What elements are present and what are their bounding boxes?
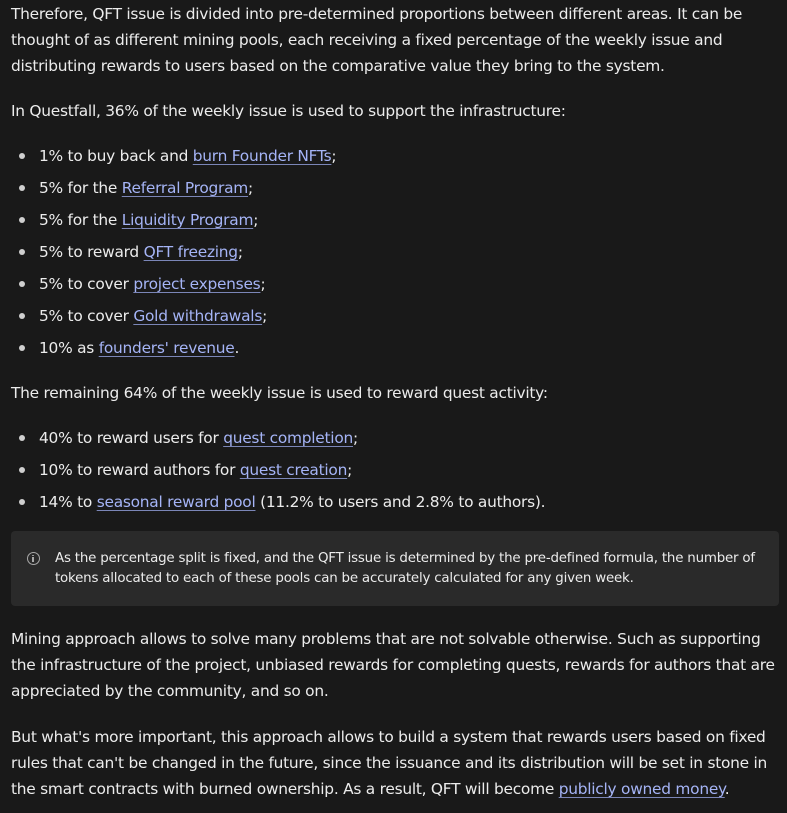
bullet-icon: [19, 345, 25, 351]
list-item-suffix: ;: [248, 179, 253, 197]
list-item: [11, 303, 779, 335]
list-item-suffix: ;: [262, 307, 268, 325]
link-founders-revenue[interactable]: founders' revenue: [98, 339, 235, 357]
list-item-text: 10% as: [39, 339, 99, 357]
bullet-icon: [19, 217, 25, 223]
bullet-icon: [19, 499, 25, 505]
list-item-text: 5% to reward: [39, 243, 144, 261]
list-item-suffix: ;: [237, 243, 243, 261]
list-item-text: 5% to cover: [39, 275, 134, 293]
bullet-icon: [19, 153, 25, 159]
list-item: [11, 207, 779, 239]
info-callout: [11, 531, 779, 606]
list-item-text: 5% for the: [39, 211, 122, 229]
list-item: [11, 175, 779, 207]
bullet-icon: [19, 435, 25, 441]
link-publicly-owned-money[interactable]: publicly owned money: [558, 780, 725, 798]
conclusion-text: But what's more important, this approach allows to build a system that rewards users based on fixed rules that can't be changed in the future, since the issuance and its distribution will be set in stone in the smart contracts with burned ownership. As a result, QFT will become: [11, 728, 768, 798]
infrastructure-list: [11, 143, 779, 367]
list-item: [11, 143, 779, 175]
link-referral-program[interactable]: Referral Program: [121, 179, 249, 197]
bullet-icon: [19, 249, 25, 255]
list-item-suffix: ;: [253, 211, 259, 229]
list-item: [11, 457, 779, 489]
bullet-icon: [19, 185, 25, 191]
list-item-text: 1% to buy back and: [39, 147, 193, 165]
link-burn-founder-nfts[interactable]: burn Founder NFTs: [192, 147, 332, 165]
link-gold-withdrawals[interactable]: Gold withdrawals: [133, 307, 263, 325]
callout-text: As the percentage split is fixed, and the QFT issue is determined by the pre-defined formula, the number of tokens allocated to each of these pools can be accurately calculated for any given week.: [55, 551, 755, 586]
list-item-suffix: ;: [331, 147, 337, 165]
link-seasonal-reward-pool[interactable]: seasonal reward pool: [96, 493, 256, 511]
list-item: [11, 489, 779, 521]
list-item-suffix: ;: [347, 461, 353, 479]
list-item-suffix: ;: [353, 429, 358, 447]
paragraph-conclusion: [11, 724, 779, 802]
list-item-suffix: .: [234, 339, 240, 357]
list-item-text: 5% for the: [39, 179, 122, 197]
paragraph-infrastructure-heading: In Questfall, 36% of the weekly issue is used to support the infrastructure:: [11, 102, 566, 120]
quest-activity-list: [11, 425, 779, 521]
link-liquidity-program[interactable]: Liquidity Program: [121, 211, 254, 229]
list-item-suffix: ;: [260, 275, 266, 293]
list-item-text: 40% to reward users for: [39, 429, 224, 447]
link-project-expenses[interactable]: project expenses: [133, 275, 261, 293]
bullet-icon: [19, 313, 25, 319]
link-qft-freezing[interactable]: QFT freezing: [143, 243, 238, 261]
list-item-text: 10% to reward authors for: [39, 461, 240, 479]
paragraph-quest-heading: The remaining 64% of the weekly issue is used to reward quest activity:: [11, 384, 548, 402]
paragraph-mining-approach: Mining approach allows to solve many problems that are not solvable otherwise. Such as supporting the infrastructure of the project, unbiased rewards for completing quests, rewards for authors that are appreciated by the community, and so on.: [11, 630, 775, 700]
link-quest-completion[interactable]: quest completion: [223, 429, 353, 447]
list-item: [11, 271, 779, 303]
info-icon: [27, 552, 40, 565]
list-item-text: 14% to: [39, 493, 97, 511]
conclusion-suffix: .: [724, 780, 730, 798]
link-quest-creation[interactable]: quest creation: [239, 461, 348, 479]
bullet-icon: [19, 467, 25, 473]
list-item-text: 5% to cover: [39, 307, 134, 325]
list-item: [11, 425, 779, 457]
paragraph-intro: Therefore, QFT issue is divided into pre-determined proportions between different areas. It can be thought of as different mining pools, each receiving a fixed percentage of the weekly issue and distributing rewards to users based on the comparative value they bring to the system.: [11, 5, 743, 75]
bullet-icon: [19, 281, 25, 287]
list-item: [11, 335, 779, 367]
list-item: [11, 239, 779, 271]
list-item-suffix: (11.2% to users and 2.8% to authors).: [255, 493, 546, 511]
